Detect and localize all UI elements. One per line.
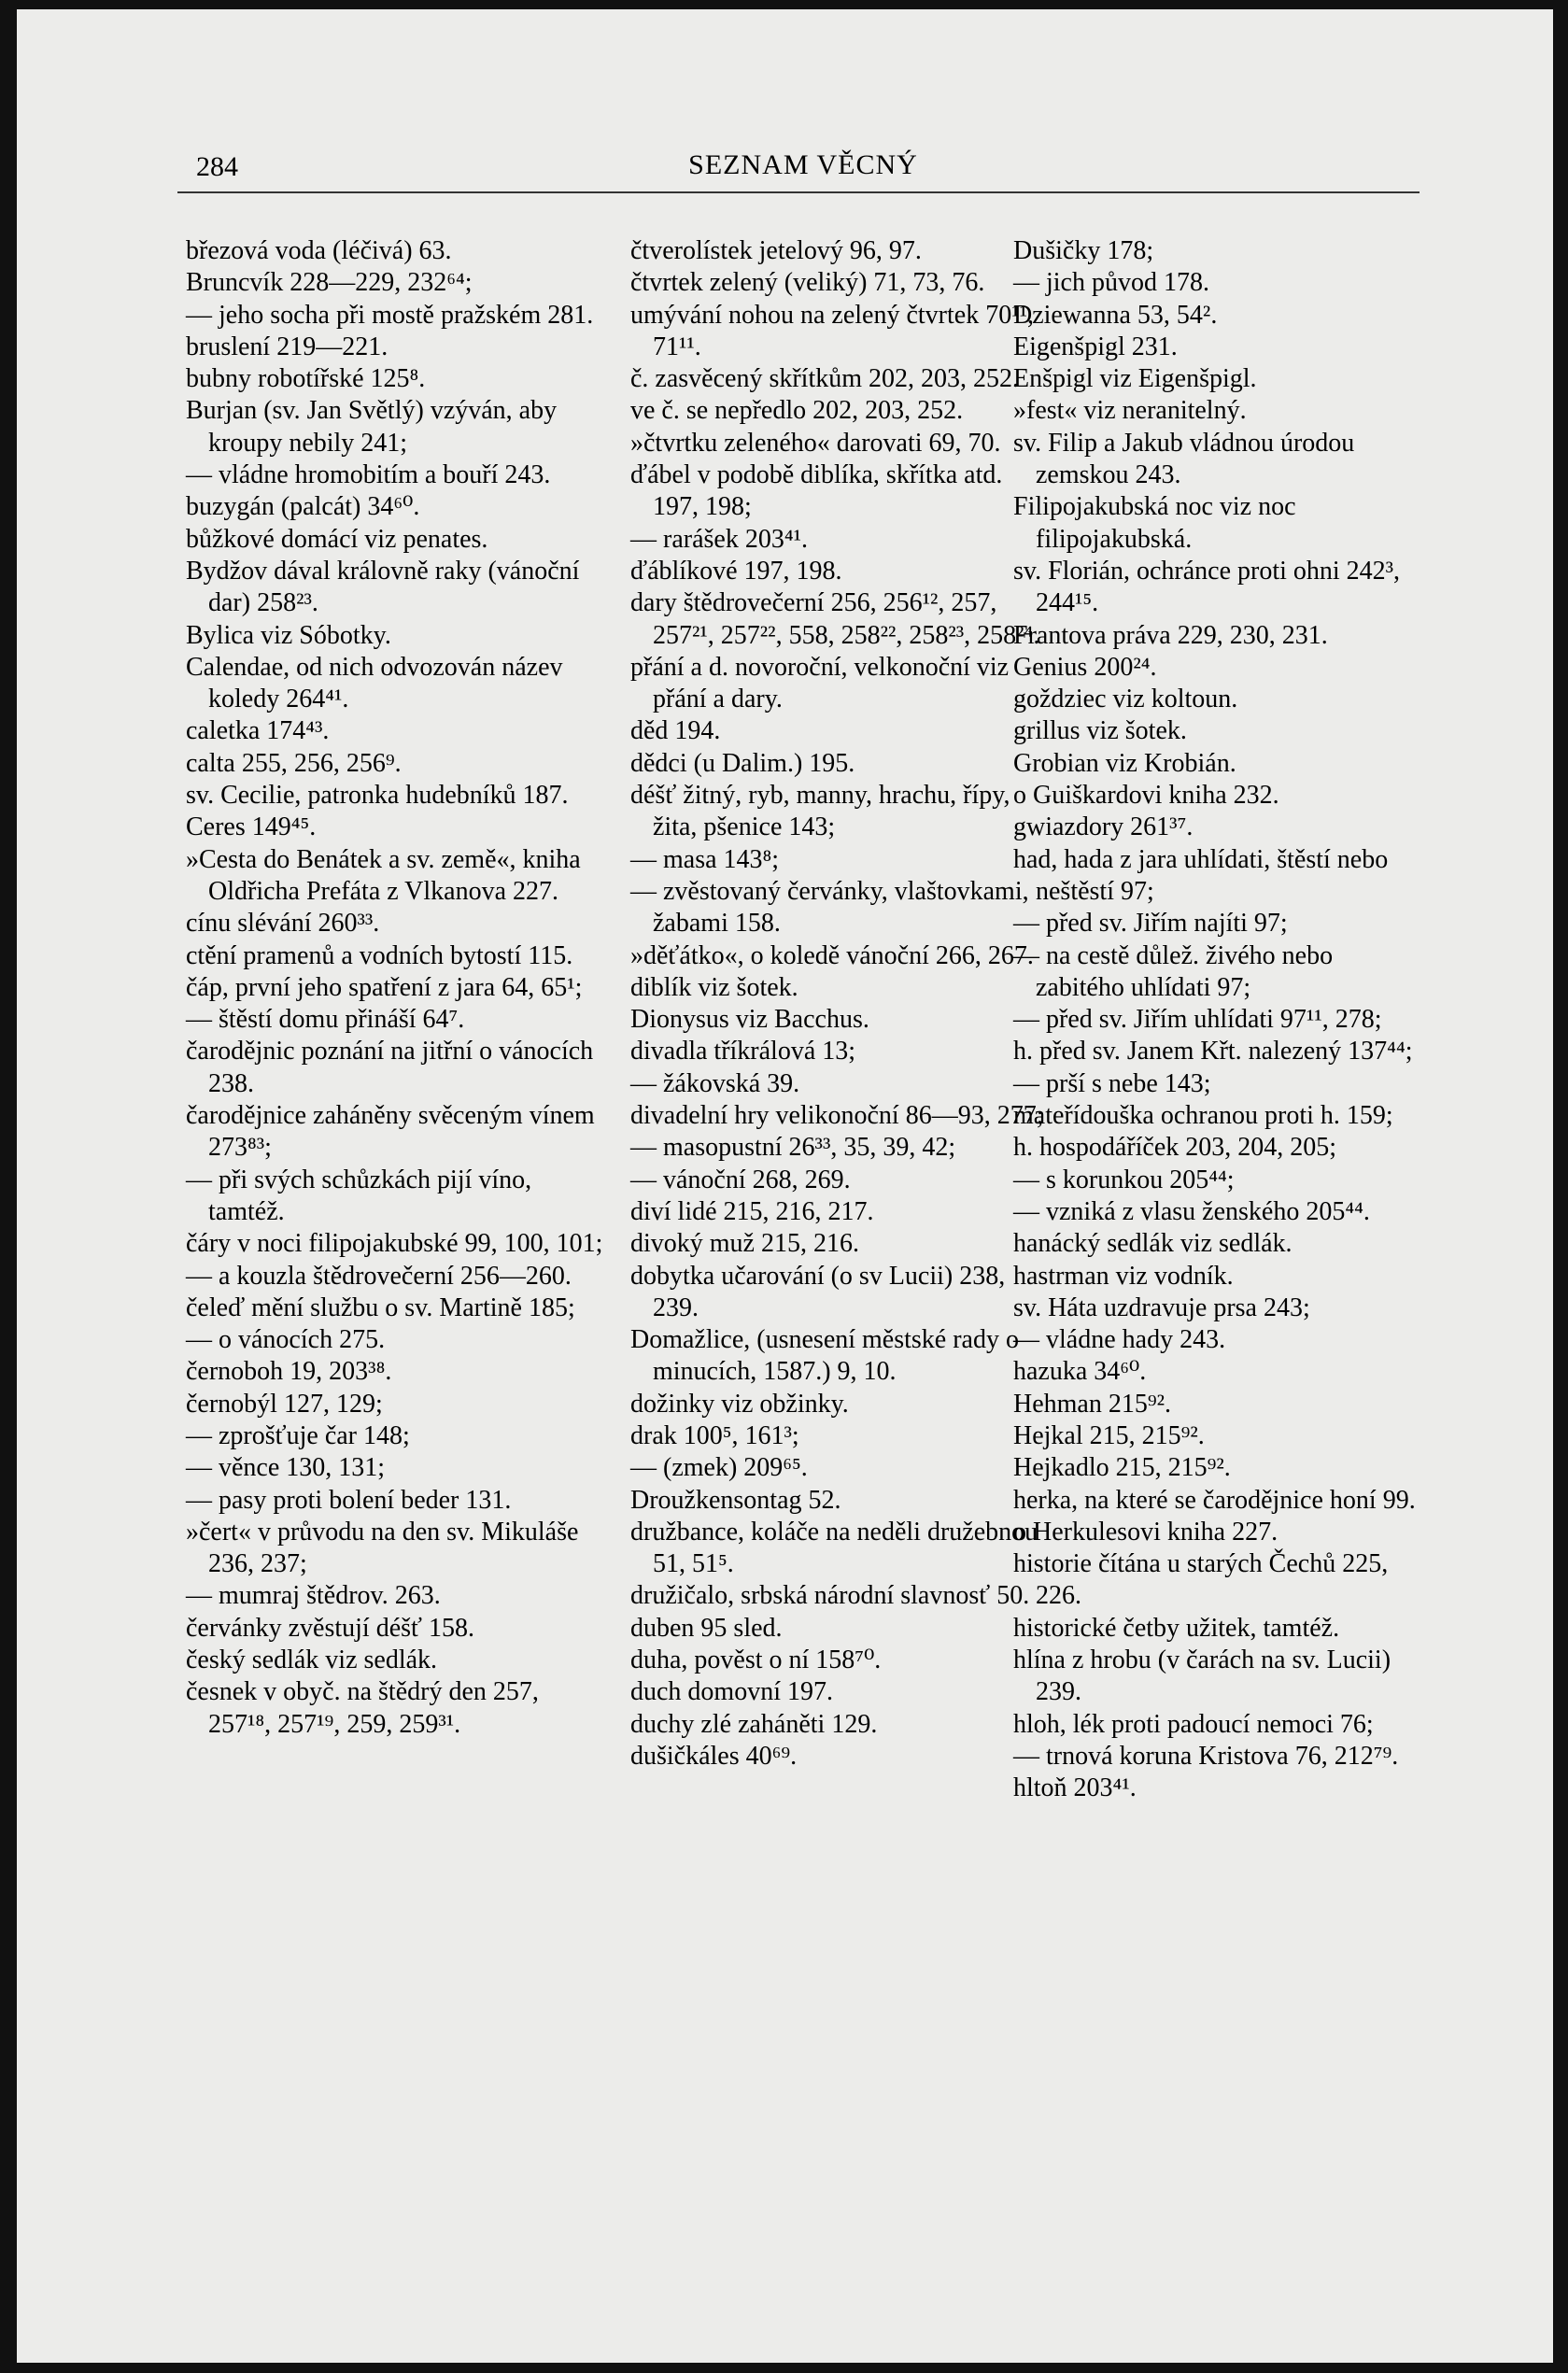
index-column-1 <box>186 235 606 1741</box>
index-entry: sv. Filip a Jakub vládnou úrodou zemskou 243. <box>1013 428 1355 490</box>
index-entry: — před sv. Jiřím uhlídati 97¹¹, 278; <box>1013 1005 1382 1035</box>
index-entry: Genius 200²⁴. <box>1013 652 1157 682</box>
index-entry: Calendae, od nich odvozován název koledy 264⁴¹. <box>186 652 563 714</box>
index-entry: »čtvrtku zeleného« darovati 69, 70. <box>630 428 1001 458</box>
index-entry: — zprošťuje čar 148; <box>186 1420 410 1450</box>
index-entry: hanácký sedlák viz sedlák. <box>1013 1229 1293 1259</box>
index-entry: Bylica viz Sóbotky. <box>186 620 391 650</box>
index-entry: černoboh 19, 203³⁸. <box>186 1357 392 1387</box>
index-entry: — (zmek) 209⁶⁵. <box>630 1453 808 1483</box>
index-entry: duchy zlé zaháněti 129. <box>630 1709 878 1739</box>
index-entry: Dionysus viz Bacchus. <box>630 1005 869 1035</box>
index-entry: ďábel v podobě diblíka, skřítka atd. 197, 198; <box>630 460 1003 522</box>
index-entry: calta 255, 256, 256⁹. <box>186 748 402 778</box>
index-entry: drak 100⁵, 161³; <box>630 1420 799 1450</box>
index-entry: — žákovská 39. <box>630 1068 800 1098</box>
index-entry: h. před sv. Janem Křt. nalezený 137⁴⁴; <box>1013 1037 1413 1066</box>
index-entry: Hejkadlo 215, 215⁹². <box>1013 1453 1231 1483</box>
index-entry: Droužkensontag 52. <box>630 1485 841 1515</box>
index-entry: čtverolístek jetelový 96, 97. <box>630 236 922 265</box>
index-entry: česnek v obyč. na štědrý den 257, 257¹⁸, 257¹⁹, 259, 259³¹. <box>186 1677 539 1739</box>
index-entry: děd 194. <box>630 716 721 746</box>
index-entry: historie čítána u starých Čechů 225, 226. <box>1013 1549 1389 1611</box>
index-entry: — masa 143⁸; <box>630 844 780 874</box>
index-entry: divoký muž 215, 216. <box>630 1229 859 1259</box>
index-entry: — vzniká z vlasu ženského 205⁴⁴. <box>1013 1196 1370 1226</box>
index-entry: Frantova práva 229, 230, 231. <box>1013 620 1328 650</box>
index-entry: český sedlák viz sedlák. <box>186 1646 438 1675</box>
index-entry: bruslení 219—221. <box>186 332 388 361</box>
index-entry: gwiazdory 261³⁷. <box>1013 812 1194 842</box>
index-entry: družbance, koláče na neděli družebnou 51, 51⁵. <box>630 1517 1038 1579</box>
index-entry: dožinky viz obžinky. <box>630 1389 849 1419</box>
index-entry: čáp, první jeho spatření z jara 64, 65¹; <box>186 972 583 1002</box>
page-header <box>177 140 1429 187</box>
index-entry: Ceres 149⁴⁵. <box>186 812 317 842</box>
index-entry: — a kouzla štědrovečerní 256—260. <box>186 1261 572 1291</box>
index-entry: červánky zvěstují déšť 158. <box>186 1613 474 1643</box>
header-rule <box>177 191 1420 193</box>
index-entry: — rarášek 203⁴¹. <box>630 524 808 554</box>
index-entry: hazuka 34⁶⁰. <box>1013 1357 1147 1387</box>
index-entry: — vládne hromobitím a bouří 243. <box>186 460 551 490</box>
index-entry: »čert« v průvodu na den sv. Mikuláše 236, 237; <box>186 1517 579 1579</box>
index-entry: hloh, lék proti padoucí nemoci 76; <box>1013 1709 1374 1739</box>
index-entry: Eigenšpigl 231. <box>1013 332 1178 361</box>
index-entry: Dušičky 178; <box>1013 236 1154 265</box>
index-entry: Bruncvík 228—229, 232⁶⁴; <box>186 268 473 298</box>
index-entry: — o vánocích 275. <box>186 1325 386 1355</box>
index-entry: — prší s nebe 143; <box>1013 1068 1211 1098</box>
index-entry: Hejkal 215, 215⁹². <box>1013 1420 1205 1450</box>
index-entry: — vládne hady 243. <box>1013 1325 1226 1355</box>
index-entry: č. zasvěcený skřítkům 202, 203, 252. <box>630 364 1020 394</box>
index-entry: čtvrtek zelený (veliký) 71, 73, 76. <box>630 268 985 298</box>
index-entry: čeleď mění službu o sv. Martině 185; <box>186 1292 575 1322</box>
index-entry: Dziewanna 53, 54². <box>1013 300 1218 330</box>
index-entry: dědci (u Dalim.) 195. <box>630 748 855 778</box>
index-entry: přání a d. novoroční, velkonoční viz přání a dary. <box>630 652 1010 714</box>
index-entry: dary štědrovečerní 256, 256¹², 257, 257²¹, 257²², 558, 258²², 258²³, 258²⁴. <box>630 588 1040 650</box>
index-entry: sv. Florián, ochránce proti ohni 242³, 244¹⁵. <box>1013 556 1401 618</box>
index-entry: bubny robotířské 125⁸. <box>186 364 426 394</box>
index-entry: herka, na které se čarodějnice honí 99. <box>1013 1485 1416 1515</box>
index-entry: dušičkáles 40⁶⁹. <box>630 1741 798 1771</box>
index-entry: sv. Cecilie, patronka hudebníků 187. <box>186 781 569 811</box>
index-entry: ctění pramenů a vodních bytostí 115. <box>186 940 573 970</box>
index-entry: — štěstí domu přináší 64⁷. <box>186 1005 465 1035</box>
index-entry: čarodějnice zaháněny svěceným vínem 273⁸³; <box>186 1101 595 1163</box>
index-entry: diblík viz šotek. <box>630 972 798 1002</box>
index-entry: goždziec viz koltoun. <box>1013 685 1238 714</box>
index-entry: déšť žitný, ryb, manny, hrachu, řípy, žita, pšenice 143; <box>630 781 1010 842</box>
page-number: 284 <box>196 151 238 182</box>
index-entry: — trnová koruna Kristova 76, 212⁷⁹. <box>1013 1741 1399 1771</box>
running-title: SEZNAM VĚCNÝ <box>688 149 918 180</box>
index-entry: Hehman 215⁹². <box>1013 1389 1172 1419</box>
index-entry: čarodějnic poznání na jitřní o vánocích 238. <box>186 1037 594 1098</box>
index-entry: hlína z hrobu (v čarách na sv. Lucii) 239. <box>1013 1646 1391 1707</box>
index-entry: cínu slévání 260³³. <box>186 909 380 939</box>
index-entry: dobytka učarování (o sv Lucii) 238, 239. <box>630 1261 1006 1322</box>
index-entry: sv. Háta uzdravuje prsa 243; <box>1013 1292 1310 1322</box>
index-entry: — zvěstovaný červánky, vlaštovkami, žabami 158. <box>630 876 1029 939</box>
index-entry: Burjan (sv. Jan Světlý) vzýván, aby kroupy nebily 241; <box>186 396 558 458</box>
index-entry: »Cesta do Benátek a sv. země«, kniha Oldřicha Prefáta z Vlkanova 227. <box>186 844 581 906</box>
index-entry: o Herkulesovi kniha 227. <box>1013 1517 1278 1547</box>
index-entry: h. hospodáříček 203, 204, 205; <box>1013 1133 1337 1163</box>
index-entry: divadla tříkrálová 13; <box>630 1037 856 1066</box>
index-entry: o Guiškardovi kniha 232. <box>1013 781 1279 811</box>
index-entry: hastrman viz vodník. <box>1013 1261 1234 1291</box>
index-entry: buzygán (palcát) 34⁶⁰. <box>186 492 420 522</box>
index-entry: grillus viz šotek. <box>1013 716 1187 746</box>
index-entry: bůžkové domácí viz penates. <box>186 524 488 554</box>
index-entry: historické četby užitek, tamtéž. <box>1013 1613 1340 1643</box>
index-entry: Grobian viz Krobián. <box>1013 748 1236 778</box>
index-entry: — s korunkou 205⁴⁴; <box>1013 1165 1235 1194</box>
index-entry: — masopustní 26³³, 35, 39, 42; <box>630 1133 956 1163</box>
index-entry: březová voda (léčivá) 63. <box>186 236 452 265</box>
index-entry: duch domovní 197. <box>630 1677 833 1707</box>
index-entry: černobýl 127, 129; <box>186 1389 383 1419</box>
index-entry: družičalo, srbská národní slavnosť 50. <box>630 1581 1030 1611</box>
index-entry: — mumraj štědrov. 263. <box>186 1581 441 1611</box>
index-entry: Domažlice, (usnesení městské rady o minucích, 1587.) 9, 10. <box>630 1325 1019 1387</box>
index-entry: — před sv. Jiřím najíti 97; <box>1013 909 1288 939</box>
index-entry: Bydžov dával královně raky (vánoční dar) 258²³. <box>186 556 580 618</box>
index-entry: Filipojakubská noc viz noc filipojakubská. <box>1013 492 1296 554</box>
index-entry: »děťátko«, o koledě vánoční 266, 267. <box>630 940 1034 970</box>
index-entry: — při svých schůzkách pijí víno, tamtéž. <box>186 1165 532 1226</box>
index-entry: — na cestě důlež. živého nebo zabitého uhlídati 97; <box>1013 940 1334 1002</box>
index-column-2 <box>630 235 1046 1773</box>
index-entry: hltoň 203⁴¹. <box>1013 1773 1137 1803</box>
index-entry: mateřídouška ochranou proti h. 159; <box>1013 1101 1393 1131</box>
index-entry: Enšpigl viz Eigenšpigl. <box>1013 364 1257 394</box>
index-entry: had, hada z jara uhlídati, štěstí nebo neštěstí 97; <box>1013 844 1389 906</box>
index-entry: caletka 174⁴³. <box>186 716 330 746</box>
index-entry: — vánoční 268, 269. <box>630 1165 851 1194</box>
index-entry: »fest« viz neranitelný. <box>1013 396 1247 426</box>
index-entry: diví lidé 215, 216, 217. <box>630 1196 874 1226</box>
index-entry: duben 95 sled. <box>630 1613 783 1643</box>
index-entry: — jeho socha při mostě pražském 281. <box>186 300 594 330</box>
index-entry: umývání nohou na zelený čtvrtek 70¹¹, 71¹¹. <box>630 300 1035 361</box>
index-entry: čáry v noci filipojakubské 99, 100, 101; <box>186 1229 603 1259</box>
index-entry: ďáblíkové 197, 198. <box>630 556 842 586</box>
index-entry: ve č. se nepředlo 202, 203, 252. <box>630 396 964 426</box>
index-entry: duha, pověst o ní 158⁷⁰. <box>630 1646 882 1675</box>
index-entry: — věnce 130, 131; <box>186 1453 386 1483</box>
index-column-3 <box>1013 235 1424 1805</box>
index-entry: divadelní hry velikonoční 86—93, 277; <box>630 1101 1044 1131</box>
index-entry: — jich původ 178. <box>1013 268 1209 298</box>
index-entry: — pasy proti bolení beder 131. <box>186 1485 512 1515</box>
